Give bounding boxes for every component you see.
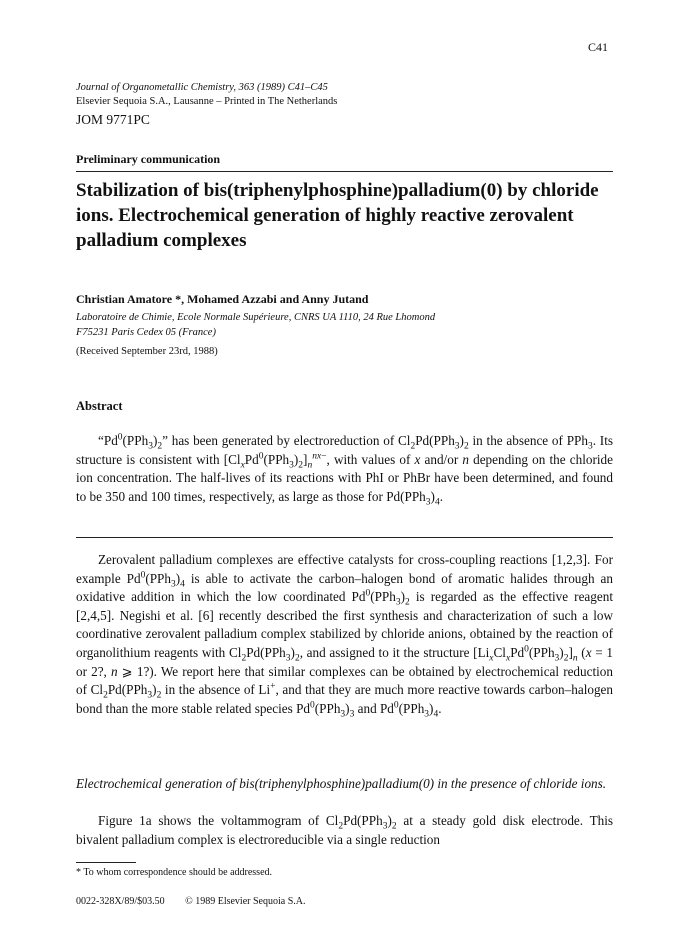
journal-publisher: Elsevier Sequoia S.A., Lausanne – Printed in The Netherlands bbox=[76, 96, 338, 107]
section-type: Preliminary communication bbox=[76, 152, 221, 166]
issn-code: 0022-328X/89/$03.50 bbox=[76, 896, 165, 907]
page-footer bbox=[76, 896, 323, 907]
affiliation bbox=[76, 310, 616, 340]
authors: Christian Amatore *, Mohamed Azzabi and Anny Jutand bbox=[76, 292, 369, 306]
footnote: * To whom correspondence should be addressed. bbox=[76, 867, 273, 878]
header-divider bbox=[76, 171, 613, 172]
copyright-notice: © 1989 Elsevier Sequoia S.A. bbox=[185, 896, 306, 907]
section-subheading: Electrochemical generation of bis(triphenylphosphine)palladium(0) in the presence of chloride ions. bbox=[76, 776, 607, 791]
abstract-heading: Abstract bbox=[76, 399, 123, 413]
page-number: C41 bbox=[587, 40, 608, 54]
body-paragraph-2: Figure 1a shows the voltammogram of $Cl_2Pd(PPh_3)_2$ at a steady gold disk electrode. This bivalent palladium complex is electroreducible via a single reduction bbox=[76, 813, 614, 847]
affiliation-line-2: F75231 Paris Cedex 05 (France) bbox=[76, 327, 216, 338]
article-code: JOM 9771PC bbox=[76, 112, 150, 127]
received-date: (Received September 23rd, 1988) bbox=[76, 346, 218, 357]
affiliation-line-1: Laboratoire de Chimie, Ecole Normale Supérieure, CNRS UA 1110, 24 Rue Lhomond bbox=[76, 312, 436, 323]
abstract-divider bbox=[76, 537, 613, 538]
journal-citation: Journal of Organometallic Chemistry, 363 (1989) C41–C45 bbox=[76, 82, 328, 93]
journal-header bbox=[76, 81, 616, 129]
article-title: Stabilization of bis(triphenylphosphine)palladium(0) by chloride ions. Electrochemical generation of highly reactive zerovalent palladium complexes bbox=[76, 180, 599, 251]
footnote-divider bbox=[76, 862, 136, 863]
body-paragraph-1: Zerovalent palladium complexes are effective catalysts for cross-coupling reactions [1,2,3]. For example $Pd^0(PPh_3)_4$ is able to activate the carbon–halogen bond of aromatic halides through an oxidative addition in which the low coordinated $Pd^0(PPh_3)_2$ is regarded as the effective reagent [2,4,5]. Negishi et al. [6] recently described the first synthesis and characterization of such a low coordinative zerovalent palladium complex stabilized by chloride anions, obtained by the reaction of organolithium reagents with $Cl_2Pd(PPh_3)_2$, and assigned to it the structure $[Li_xCl_xPd^0(PPh_3)_2]_n$ (x = 1 or 2?, n ⩾ 1?). We report here that similar complexes can be obtained by electrochemical reduction of $Cl_2Pd(PPh_3)_2$ in the absence of Li+, and that they are much more reactive towards carbon–halogen bond than the more stable related species $Pd^0(PPh_3)_3$ and $Pd^0(PPh_3)_4$. bbox=[76, 552, 613, 720]
abstract-text: “$Pd^0(PPh_3)_2$” has been generated by electroreduction of $Cl_2Pd(PPh_3)_2$ in the absence of PPh$_3$. Its structure is consistent with $[Cl_xPd^0(PPh_3)_2]_n^{nx-}$, with values of x and/or n depending on the chloride ion concentration. The half-lives of its reactions with PhI or PhBr have been determined, and found to be 350 and 100 times, respectively, as large as those for $Pd(PPh_3)_4$. bbox=[76, 432, 613, 508]
